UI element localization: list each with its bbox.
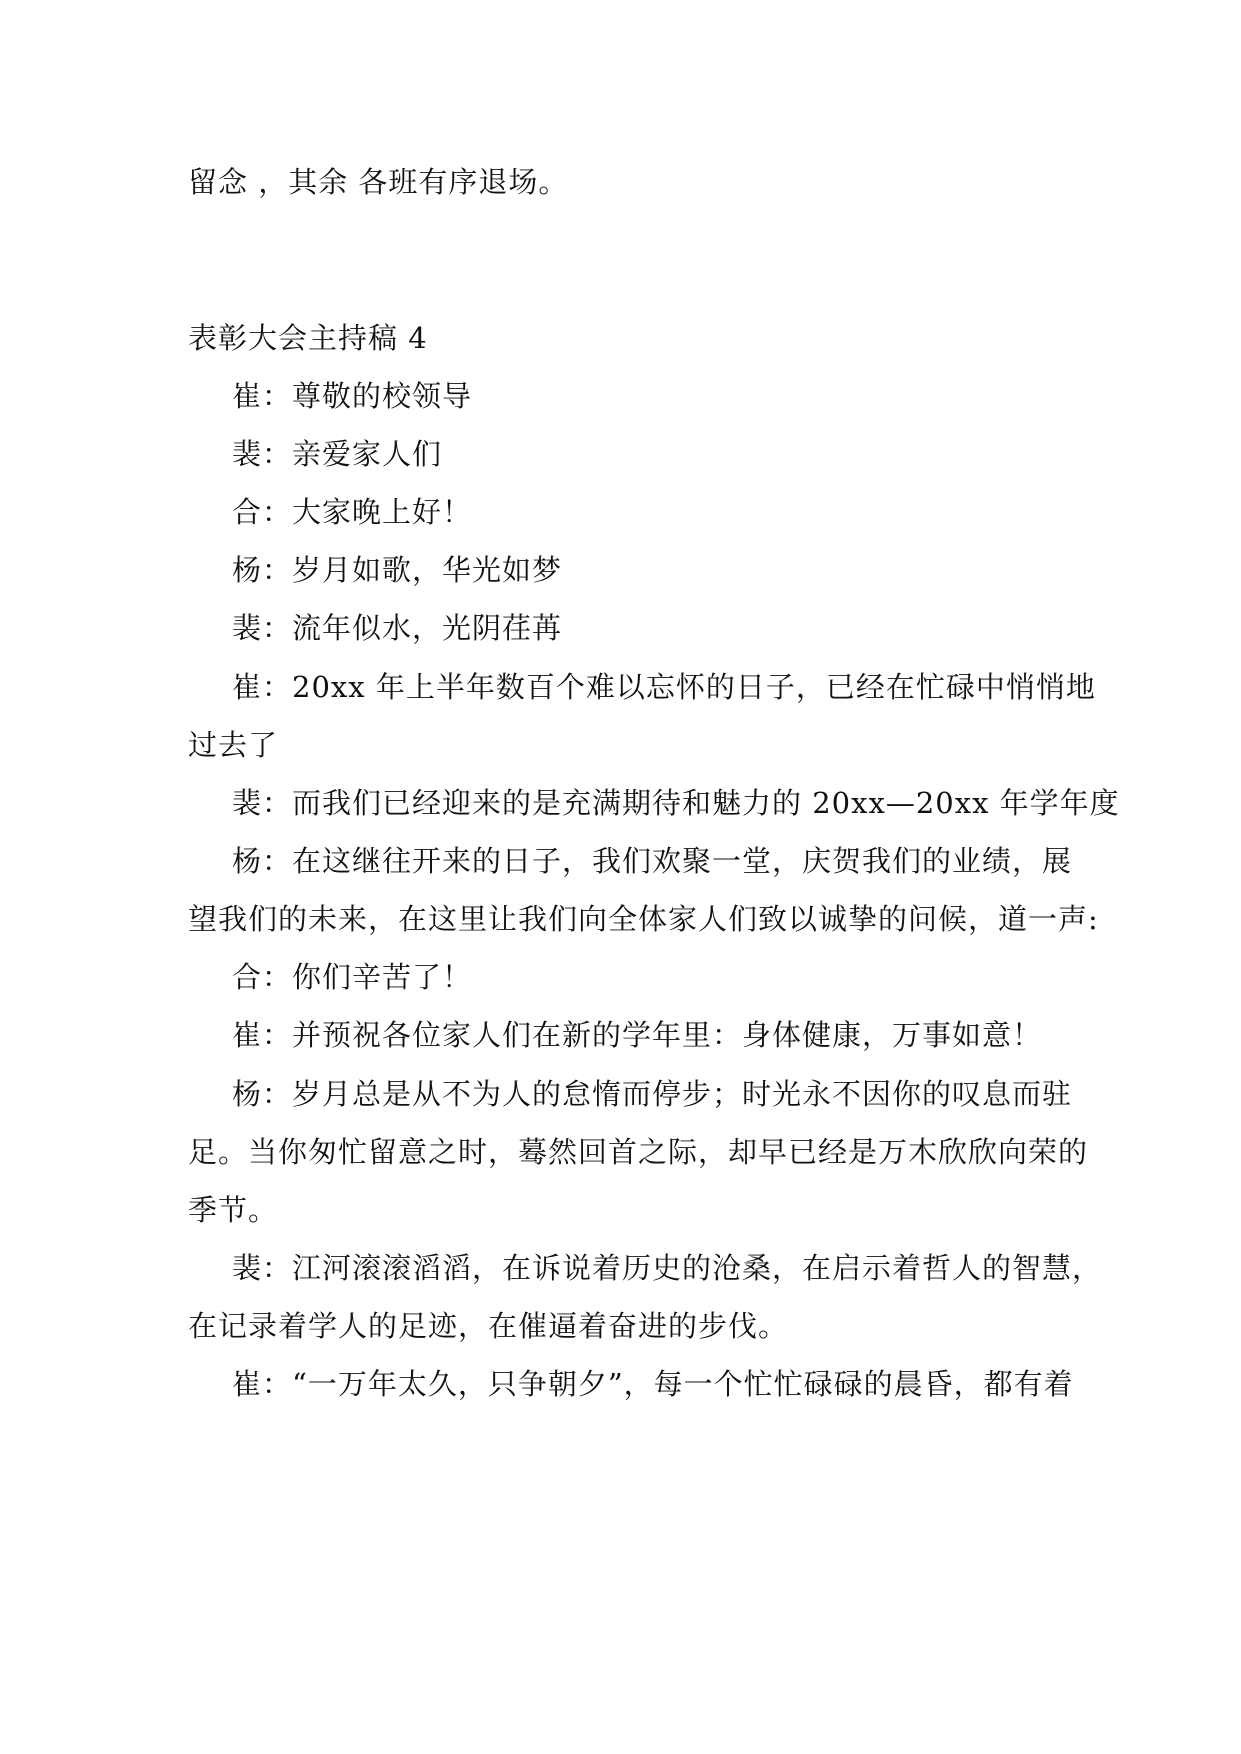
dialogue-line: 杨：岁月如歌，华光如梦 (232, 553, 563, 587)
dialogue-continuation: 在记录着学人的足迹，在催逼着奋进的步伐。 (188, 1309, 789, 1343)
dialogue-continuation: 望我们的未来，在这里让我们向全体家人们致以诚挚的问候，道一声: (188, 902, 1099, 936)
dialogue-line: 裴：流年似水，光阴荏苒 (232, 611, 563, 645)
dialogue-line: 合：大家晚上好！ (232, 495, 473, 529)
dialogue-line: 杨：岁月总是从不为人的怠惰而停步；时光永不因你的叹息而驻 (232, 1077, 1073, 1111)
dialogue-line: 裴：亲爱家人们 (232, 437, 443, 471)
dialogue-line: 裴：而我们已经迎来的是充满期待和魅力的 20xx—20xx 年学年度 (232, 786, 1120, 820)
dialogue-line: 裴：江河滚滚滔滔，在诉说着历史的沧桑，在启示着哲人的智慧， (232, 1251, 1103, 1285)
dialogue-line: 崔：“一万年太久，只争朝夕”，每一个忙忙碌碌的晨昏，都有着 (232, 1367, 1074, 1401)
dialogue-line: 合：你们辛苦了！ (232, 960, 473, 994)
dialogue-line: 崔：20xx 年上半年数百个难以忘怀的日子，已经在忙碌中悄悄地 (232, 670, 1096, 704)
paragraph-line: 留念 ，其余 各班有序退场。 (188, 165, 569, 199)
dialogue-continuation: 过去了 (188, 728, 279, 762)
dialogue-line: 杨：在这继往开来的日子，我们欢聚一堂，庆贺我们的业绩，展 (232, 844, 1073, 878)
dialogue-line: 崔：并预祝各位家人们在新的学年里：身体健康，万事如意！ (232, 1018, 1043, 1052)
dialogue-continuation: 足。当你匆忙留意之时，蓦然回首之际，却早已经是万木欣欣向荣的 (188, 1135, 1089, 1169)
dialogue-continuation: 季节。 (188, 1193, 279, 1227)
section-heading: 表彰大会主持稿 4 (188, 321, 428, 355)
dialogue-line: 崔：尊敬的校领导 (232, 379, 473, 413)
